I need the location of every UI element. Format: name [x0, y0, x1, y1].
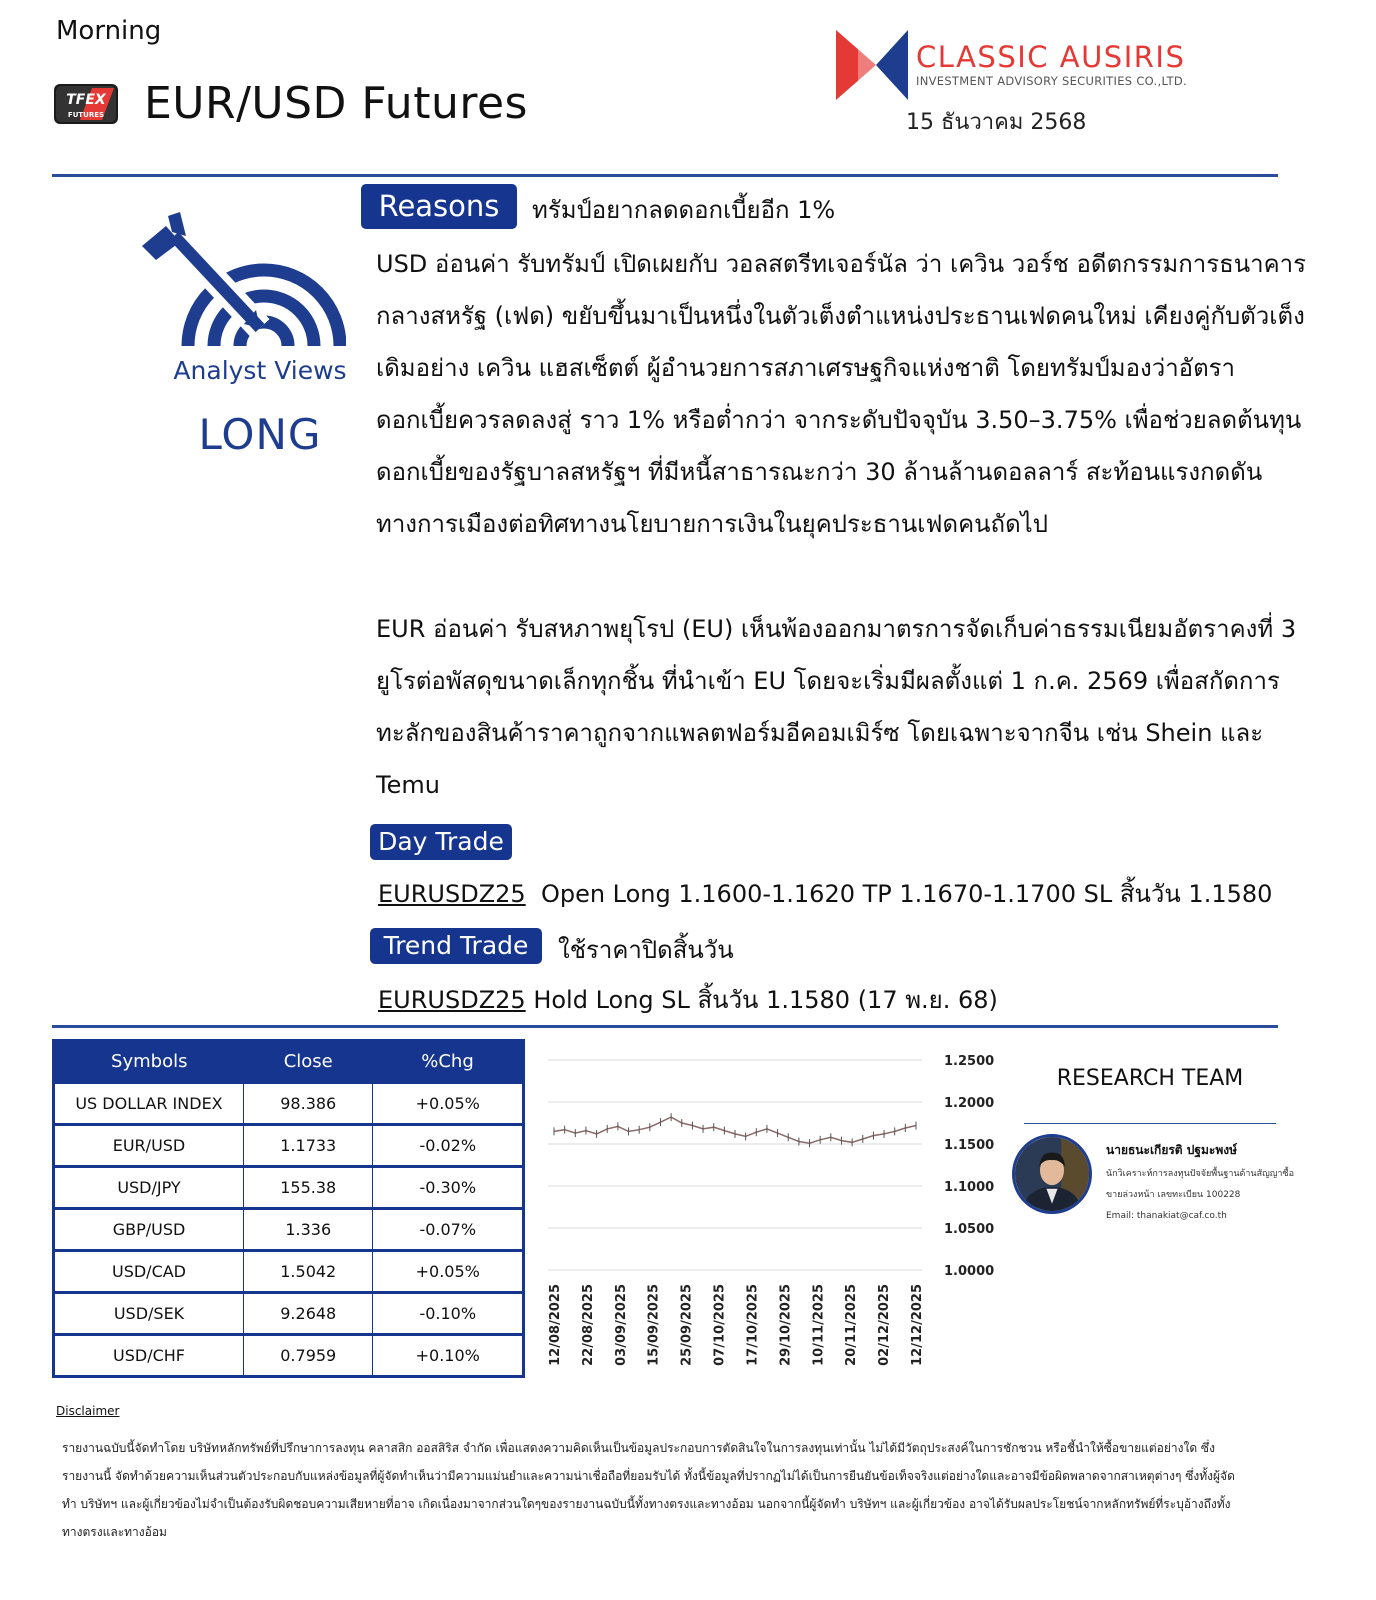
reasons-paragraph-eur: EUR อ่อนค่า รับสหภาพยุโรป (EU) เห็นพ้องออกมาตรการจัดเก็บค่าธรรมเนียมอัตราคงที่ 3 ยูโรต่อพัสดุขนาดเล็กทุกชิ้น ที่นำเข้า EU โดยจะเริ่มมีผลตั้งแต่ 1 ก.ค. 2569 เพื่อสกัดการทะลักของสินค้าราคาถูกจากแพลตฟอร์มอีคอมเมิร์ซ โดยเฉพาะจากจีน เช่น Shein และ Temu: [376, 615, 1297, 799]
x-tick-label: 07/10/2025: [712, 1284, 728, 1366]
x-tick-label: 02/12/2025: [877, 1284, 893, 1366]
header-divider: [52, 174, 1278, 177]
row-chg: -0.07%: [373, 1209, 524, 1251]
svg-text:FUTURES: FUTURES: [67, 111, 105, 119]
row-close: 9.2648: [244, 1293, 373, 1335]
disclaimer-text: รายงานฉบับนี้จัดทำโดย บริษัทหลักทรัพย์ที่ปรึกษาการลงทุน คลาสสิก ออสสิริส จำกัด เพื่อแสดงความคิดเห็นเป็นข้อมูลประกอบการตัดสินใจในการลงทุนเท่านั้น ไม่ได้มีวัตถุประสงค์ในการชักชวน หรือชี้นำให้ซื้อขายแต่อย่างใด ซึ่งรายงานนี้ จัดทำด้วยความเห็นส่วนตัวประกอบกับแหล่งข้อมูลที่ผู้จัดทำเห็นว่ามีความแม่นยำและความน่าเชื่อถือที่ยอมรับได้ ทั้งนี้ข้อมูลที่ปรากฏไม่ได้เป็นการยืนยันข้อเท็จจริงแต่อย่างใดและอาจมีข้อผิดพลาดจากสาเหตุต่างๆ ซึ่งทั้งผู้จัดทำ บริษัทฯ และผู้เกี่ยวข้องไม่จำเป็นต้องรับผิดชอบความเสียหายที่อาจ เกิดเนื่องมาจากส่วนใดๆของรายงานฉบับนี้ทั้งทางตรงและทางอ้อม นอกจากนี้ผู้จัดทำ บริษัทฯ และผู้เกี่ยวข้อง อาจได้รับผลประโยชน์จากหลักทรัพย์ที่ระบุอ้างถึงทั้งทางตรงและทางอ้อม: [62, 1441, 1235, 1539]
y-tick-label: 1.1000: [944, 1180, 995, 1195]
table-row: [54, 1293, 524, 1335]
table-row: [54, 1335, 524, 1377]
tfex-logo-icon: [52, 80, 120, 128]
row-chg: -0.02%: [373, 1125, 524, 1167]
x-tick-label: 10/11/2025: [811, 1284, 827, 1366]
page-title: EUR/USD Futures: [144, 78, 528, 129]
analyst-avatar: [1012, 1134, 1092, 1214]
trend-trade-line: [378, 980, 998, 1019]
quotes-header-row: [54, 1041, 524, 1083]
x-tick-label: 29/10/2025: [778, 1284, 794, 1366]
x-tick-label: 03/09/2025: [613, 1284, 629, 1366]
trend-trade-badge: Trend Trade: [370, 928, 542, 964]
row-close: 155.38: [244, 1167, 373, 1209]
row-symbol: USD/CAD: [54, 1251, 244, 1293]
y-tick-label: 1.0000: [944, 1264, 995, 1279]
company-subtitle: INVESTMENT ADVISORY SECURITIES CO.,LTD.: [916, 74, 1188, 88]
table-row: [54, 1083, 524, 1125]
x-tick-label: 12/12/2025: [910, 1284, 925, 1366]
eurusd-price-chart: [538, 1040, 1008, 1380]
header-chg: %Chg: [373, 1041, 524, 1083]
row-chg: -0.10%: [373, 1293, 524, 1335]
table-row: [54, 1167, 524, 1209]
quotes-table: [52, 1039, 525, 1378]
analyst-view-signal: LONG: [198, 410, 322, 459]
trend-trade-text: Hold Long SL สิ้นวัน 1.1580 (17 พ.ย. 68): [533, 986, 998, 1014]
row-chg: -0.30%: [373, 1167, 524, 1209]
disclaimer-title: Disclaimer: [56, 1404, 120, 1418]
x-tick-label: 15/09/2025: [646, 1284, 662, 1366]
reasons-paragraph-usd: USD อ่อนค่า รับทรัมป์ เปิดเผยกับ วอลสตรีทเจอร์นัล ว่า เควิน วอร์ช อดีตกรรมการธนาคารกลางสหรัฐ (เฟด) ขยับขึ้นมาเป็นหนึ่งในตัวเต็งตำแหน่งประธานเฟดคนใหม่ เคียงคู่กับตัวเต็งเดิมอย่าง เควิน แฮสเซ็ตต์ ผู้อำนวยการสภาเศรษฐกิจแห่งชาติ โดยทรัมป์มองว่าอัตราดอกเบี้ยควรลดลงสู่ ราว 1% หรือต่ำกว่า จากระดับปัจจุบัน 3.50–3.75% เพื่อช่วยลดต้นทุนดอกเบี้ยของรัฐบาลสหรัฐฯ ที่มีหนี้สาธารณะกว่า 30 ล้านล้านดอลลาร์ สะท้อนแรงกดดันทางการเมืองต่อทิศทางนโยบายการเงินในยุคประธานเฟดคนถัดไป: [376, 250, 1307, 538]
target-arrow-icon: [136, 212, 346, 350]
day-trade-line: [378, 874, 1272, 913]
row-close: 0.7959: [244, 1335, 373, 1377]
analyst-views-label: Analyst Views: [173, 356, 347, 385]
day-trade-text: Open Long 1.1600-1.1620 TP 1.1670-1.1700 SL สิ้นวัน 1.1580: [540, 880, 1273, 908]
trend-trade-symbol: EURUSDZ25: [378, 986, 526, 1014]
day-trade-badge: Day Trade: [370, 824, 512, 860]
row-close: 1.5042: [244, 1251, 373, 1293]
row-close: 1.1733: [244, 1125, 373, 1167]
research-team-title: RESEARCH TEAM: [1056, 1066, 1244, 1091]
header-symbols: Symbols: [54, 1041, 244, 1083]
y-tick-label: 1.2500: [944, 1054, 995, 1069]
research-team-divider: [1024, 1123, 1276, 1124]
x-tick-label: 25/09/2025: [679, 1284, 695, 1366]
y-tick-label: 1.1500: [944, 1138, 995, 1153]
report-date: 15 ธันวาคม 2568: [906, 110, 1087, 135]
header-close: Close: [244, 1041, 373, 1083]
trend-trade-note: ใช้ราคาปิดสิ้นวัน: [558, 936, 734, 964]
row-close: 98.386: [244, 1083, 373, 1125]
analyst-role: นักวิเคราะห์การลงทุนปัจจัยพื้นฐานด้านสัญญาซื้อขายล่วงหน้า เลขทะเบียน 100228: [1106, 1169, 1294, 1200]
table-row: [54, 1251, 524, 1293]
x-tick-label: 12/08/2025: [548, 1284, 563, 1366]
company-name: CLASSIC AUSIRIS: [916, 40, 1186, 74]
row-symbol: USD/JPY: [54, 1167, 244, 1209]
company-logo-icon: [836, 30, 908, 100]
reasons-headline: ทรัมป์อยากลดดอกเบี้ยอีก 1%: [532, 196, 836, 224]
row-chg: +0.05%: [373, 1083, 524, 1125]
svg-text:TFEX: TFEX: [66, 92, 106, 108]
table-row: [54, 1209, 524, 1251]
analyst-info: [1106, 1164, 1306, 1227]
row-close: 1.336: [244, 1209, 373, 1251]
row-chg: +0.05%: [373, 1251, 524, 1293]
analyst-portrait-icon: [1015, 1137, 1089, 1211]
row-symbol: US DOLLAR INDEX: [54, 1083, 244, 1125]
y-tick-label: 1.2000: [944, 1096, 995, 1111]
row-chg: +0.10%: [373, 1335, 524, 1377]
analyst-email: Email: thanakiat@caf.co.th: [1106, 1211, 1227, 1221]
x-tick-label: 17/10/2025: [745, 1284, 761, 1366]
row-symbol: USD/CHF: [54, 1335, 244, 1377]
y-tick-label: 1.0500: [944, 1222, 995, 1237]
row-symbol: EUR/USD: [54, 1125, 244, 1167]
session-label: Morning: [56, 16, 162, 46]
x-tick-label: 20/11/2025: [844, 1284, 860, 1366]
section-divider: [52, 1025, 1278, 1028]
x-tick-label: 22/08/2025: [580, 1284, 596, 1366]
reasons-badge: Reasons: [361, 184, 517, 229]
day-trade-symbol: EURUSDZ25: [378, 880, 526, 908]
row-symbol: USD/SEK: [54, 1293, 244, 1335]
table-row: [54, 1125, 524, 1167]
analyst-name: นายธนะเกียรติ ปฐมะพงษ์: [1106, 1143, 1238, 1157]
row-symbol: GBP/USD: [54, 1209, 244, 1251]
